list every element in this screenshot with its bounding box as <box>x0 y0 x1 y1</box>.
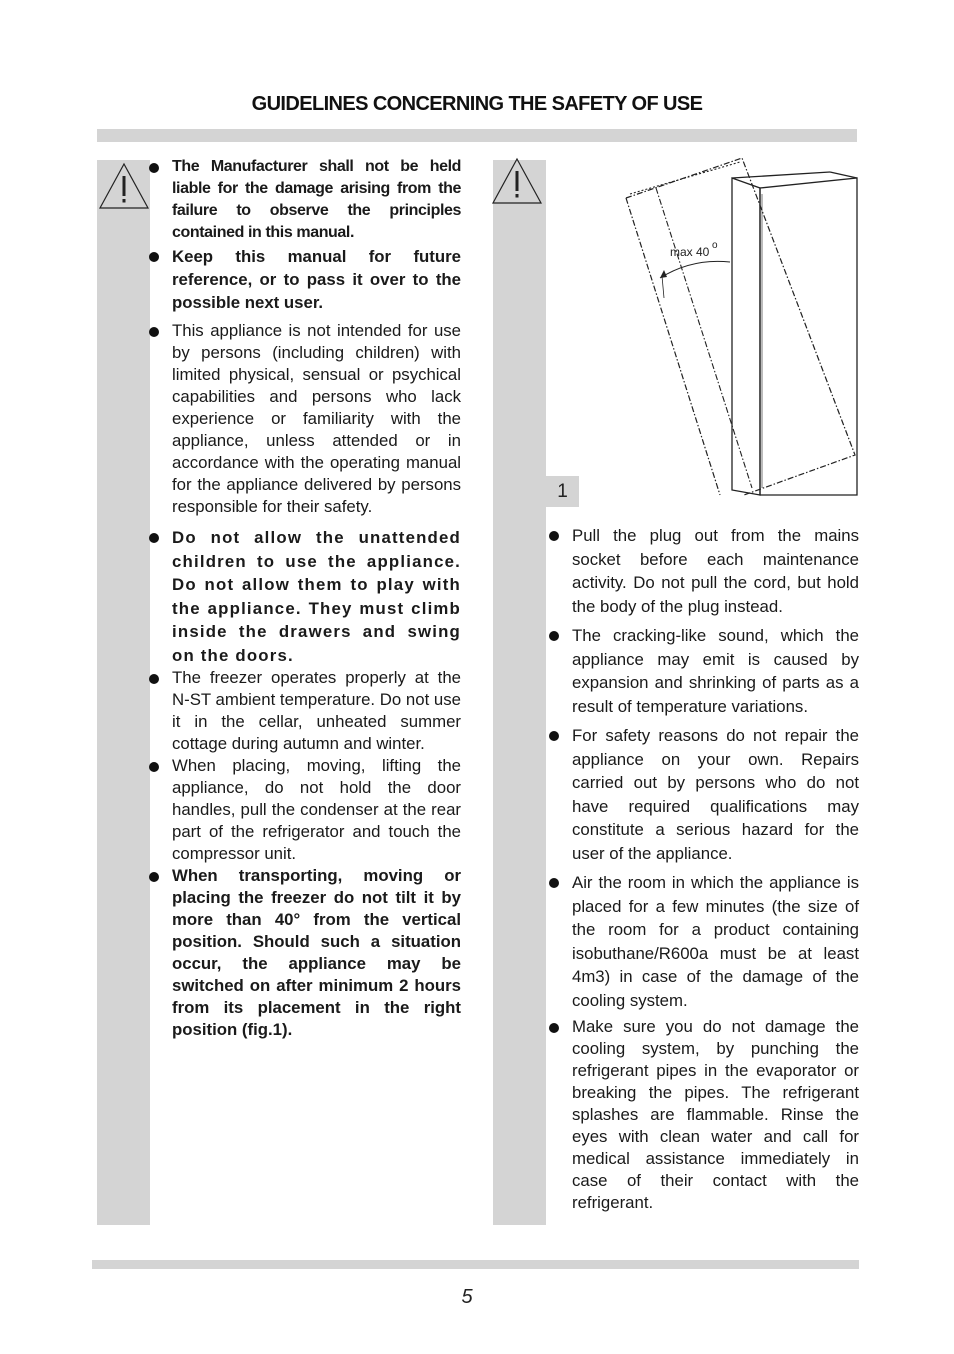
list-item: Keep this manual for future reference, or to pass it over to the possible next user. <box>172 247 461 312</box>
left-column <box>172 156 461 1041</box>
list-item: When transporting, moving or placing the freezer do not tilt it by more than 40° from the vertical position. Should such a situation occur, the appliance may be switched on after minimum 2 hours from its placement in the right position (fig.1). <box>172 866 461 1039</box>
page-title: GUIDELINES CONCERNING THE SAFETY OF USE <box>251 93 703 115</box>
tilted-freezer-illustration <box>612 150 862 500</box>
degree-symbol: o <box>712 240 718 251</box>
list-item: Make sure you do not damage the cooling system, by punching the refrigerant pipes in the evaporator or breaking the pipes. The refrigerant splashes are flammable. Rinse the eyes with clean water and call for medical assistance immediately in case of their contact with the refrigerant. <box>572 1017 859 1212</box>
list-item: The freezer operates properly at the N-ST ambient temperature. Do not use it in the cellar, unheated summer cottage during autumn and winter. <box>172 668 461 753</box>
angle-label: max 40 <box>670 245 710 259</box>
list-item: For safety reasons do not repair the appliance on your own. Repairs carried out by persons who do not have required qualifications may constitute a serious hazard for the user of the appliance. <box>572 724 859 865</box>
footer-divider <box>92 1260 859 1269</box>
list-item: The Manufacturer shall not be held liable for the damage arising from the failure to observe the principles contained in this manual. <box>172 156 461 244</box>
list-item: When placing, moving, lifting the appliance, do not hold the door handles, pull the condenser at the rear part of the refrigerator and touch the compressor unit. <box>172 756 461 863</box>
right-column <box>572 524 859 1214</box>
warning-triangle-icon <box>491 157 543 205</box>
header-divider <box>97 129 857 142</box>
list-item: Pull the plug out from the mains socket before each maintenance activity. Do not pull the cord, but hold the body of the plug instead. <box>572 524 859 618</box>
warning-triangle-icon <box>98 162 150 210</box>
figure-number: 1 <box>546 476 579 507</box>
list-item: Air the room in which the appliance is placed for a few minutes (the size of the room for a product containing isobuthane/R600a must be at least 4m3) in case of the damage of the cooling system. <box>572 871 859 1012</box>
page-number: 5 <box>461 1286 473 1308</box>
list-item: Do not allow the unattended children to use the appliance. Do not allow them to play with the appliance. They must climb inside the drawers and swing on the doors. <box>172 526 461 667</box>
list-item: This appliance is not intended for use by persons (including children) with limited physical, sensual or psychical capabilities and persons who lack experience or familiarity with the appliance, unless attended or in accordance with the operating manual for the appliance delivered by persons responsible for their safety. <box>172 321 461 516</box>
left-margin-strip <box>97 160 150 1225</box>
list-item: The cracking-like sound, which the appliance may emit is caused by expansion and shrinking of parts as a result of temperature variations. <box>572 624 859 718</box>
right-margin-strip <box>493 160 546 1225</box>
